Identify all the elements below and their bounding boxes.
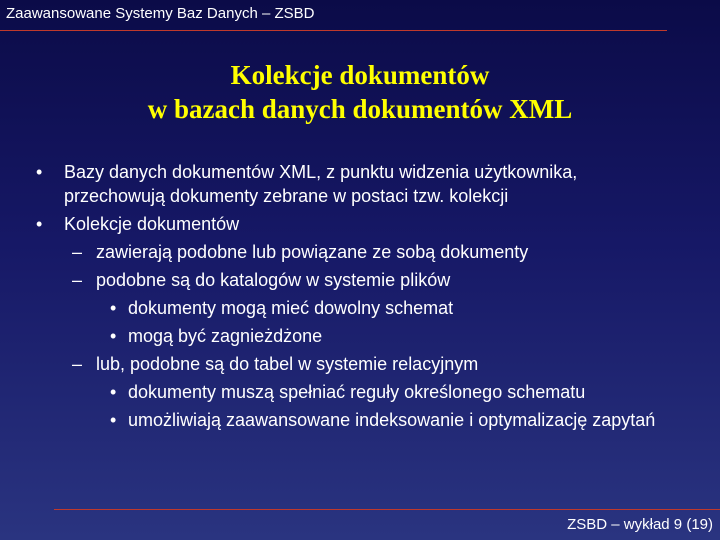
slide-title-line-1: Kolekcje dokumentów <box>230 60 490 90</box>
slide-title <box>0 58 720 126</box>
bullet-text: Kolekcje dokumentów <box>64 214 240 234</box>
sub-sub-bullet-text: dokumenty muszą spełniać reguły określonego schematu <box>128 382 586 402</box>
sub-sub-bullet-item <box>0 324 668 348</box>
dash-marker: – <box>72 270 83 290</box>
sub-bullet-item <box>0 240 676 264</box>
bullet-item <box>0 160 664 208</box>
bullet-item <box>0 212 664 236</box>
sub-bullet-text: podobne są do katalogów w systemie plików <box>96 270 451 290</box>
bullet-marker: • <box>110 298 117 318</box>
footer-divider <box>54 509 720 510</box>
course-title: Zaawansowane Systemy Baz Danych – ZSBD <box>6 5 315 22</box>
sub-sub-bullet-item <box>0 296 668 320</box>
sub-sub-bullet-item <box>0 380 668 404</box>
bullet-marker: • <box>110 410 117 430</box>
bullet-marker: • <box>36 162 43 182</box>
bullet-marker: • <box>36 214 43 234</box>
header-divider <box>0 30 667 31</box>
sub-sub-bullet-text: mogą być zagnieżdżone <box>128 326 323 346</box>
dash-marker: – <box>72 242 83 262</box>
sub-sub-bullet-text: dokumenty mogą mieć dowolny schemat <box>128 298 454 318</box>
dash-marker: – <box>72 354 83 374</box>
slide-content <box>0 160 720 432</box>
sub-bullet-text: lub, podobne są do tabel w systemie relacyjnym <box>96 354 479 374</box>
sub-bullet-item <box>0 268 676 292</box>
sub-sub-bullet-item <box>0 408 668 432</box>
bullet-text: Bazy danych dokumentów XML, z punktu widzenia użytkownika, przechowują dokumenty zebrane w postaci tzw. kolekcji <box>64 162 578 206</box>
slide-number-label: ZSBD – wykład 9 (19) <box>567 516 713 533</box>
sub-bullet-item <box>0 352 676 376</box>
bullet-marker: • <box>110 326 117 346</box>
sub-sub-bullet-text: umożliwiają zaawansowane indeksowanie i optymalizację zapytań <box>128 410 656 430</box>
slide-title-line-2: w bazach danych dokumentów XML <box>147 94 573 124</box>
bullet-marker: • <box>110 382 117 402</box>
sub-bullet-text: zawierają podobne lub powiązane ze sobą dokumenty <box>96 242 529 262</box>
